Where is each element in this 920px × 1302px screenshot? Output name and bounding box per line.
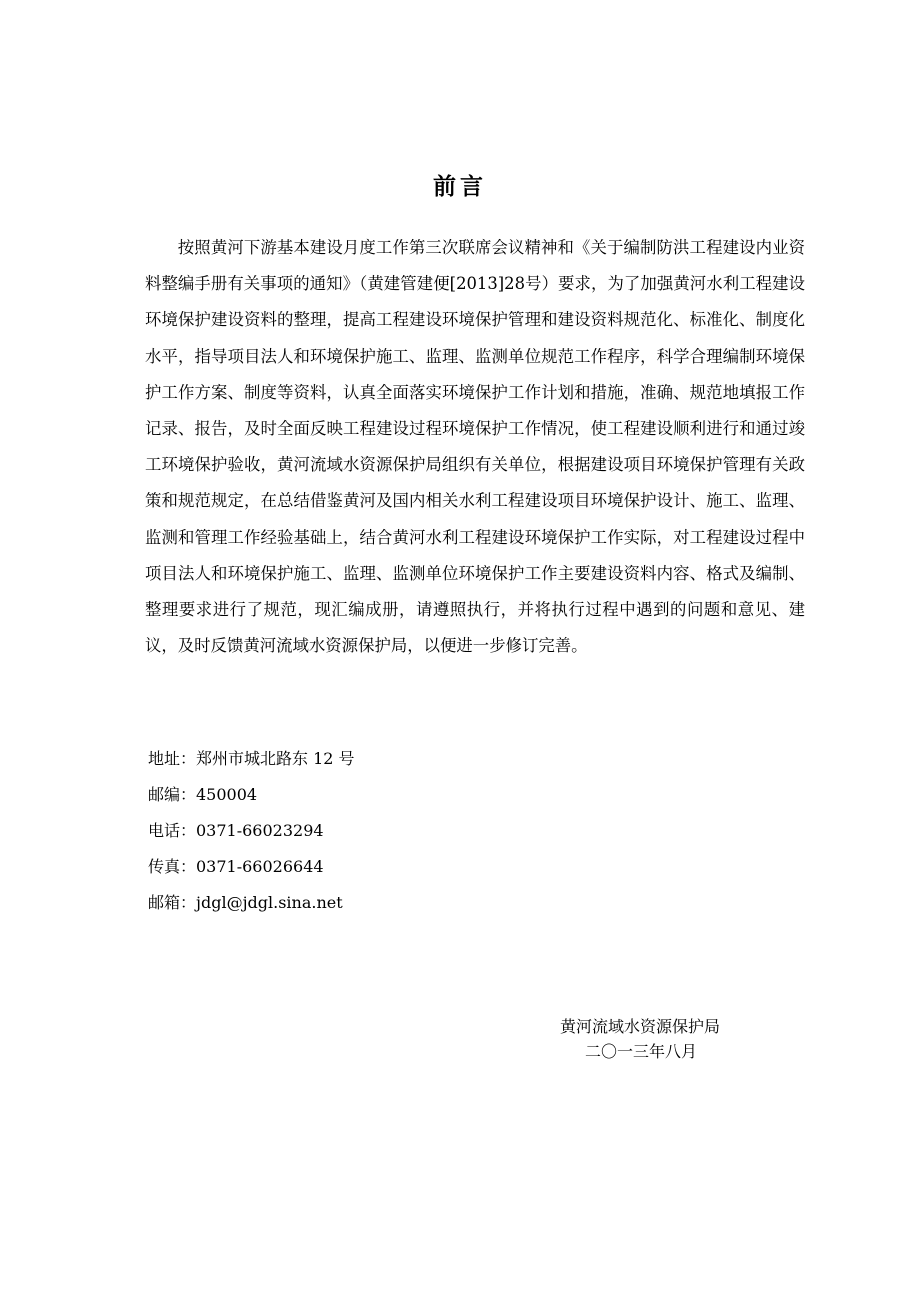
signature-organization: 黄河流域水资源保护局 bbox=[559, 1017, 720, 1036]
contact-fax: 传真：0371-66026644 bbox=[148, 857, 324, 876]
signature-block bbox=[510, 1014, 770, 1064]
preface-paragraph: 按照黄河下游基本建设月度工作第三次联席会议精神和《关于编制防洪工程建设内业资料整编手册有关事项的通知》（黄建管建便[2013]28号）要求，为了加强黄河水利工程建设环境保护建设资料的整理，提高工程建设环境保护管理和建设资料规范化、标准化、制度化水平，指导项目法人和环境保护施工、监理、监测单位规范工作程序，科学合理编制环境保护工作方案、制度等资料，认真全面落实环境保护工作计划和措施，准确、规范地填报工作记录、报告，及时全面反映工程建设过程环境保护工作情况，使工程建设顺利进行和通过竣工环境保护验收，黄河流域水资源保护局组织有关单位，根据建设项目环境保护管理有关政策和规范规定，在总结借鉴黄河及国内相关水利工程建设项目环境保护设计、施工、监理、监测和管理工作经验基础上，结合黄河水利工程建设环境保护工作实际，对工程建设过程中项目法人和环境保护施工、监理、监测单位环境保护工作主要建设资料内容、格式及编制、整理要求进行了规范，现汇编成册，请遵照执行，并将执行过程中遇到的问题和意见、建议，及时反馈黄河流域水资源保护局，以便进一步修订完善。 bbox=[145, 238, 805, 656]
signature-date: 二〇一三年八月 bbox=[584, 1042, 697, 1061]
page-title: 前言 bbox=[433, 173, 487, 200]
contact-email: 邮箱：jdgl@jdgl.sina.net bbox=[148, 893, 343, 912]
contact-address: 地址：郑州市城北路东 12 号 bbox=[148, 749, 355, 768]
contact-postcode: 邮编：450004 bbox=[148, 785, 258, 804]
contact-info bbox=[148, 741, 648, 921]
contact-phone: 电话：0371-66023294 bbox=[148, 821, 324, 840]
